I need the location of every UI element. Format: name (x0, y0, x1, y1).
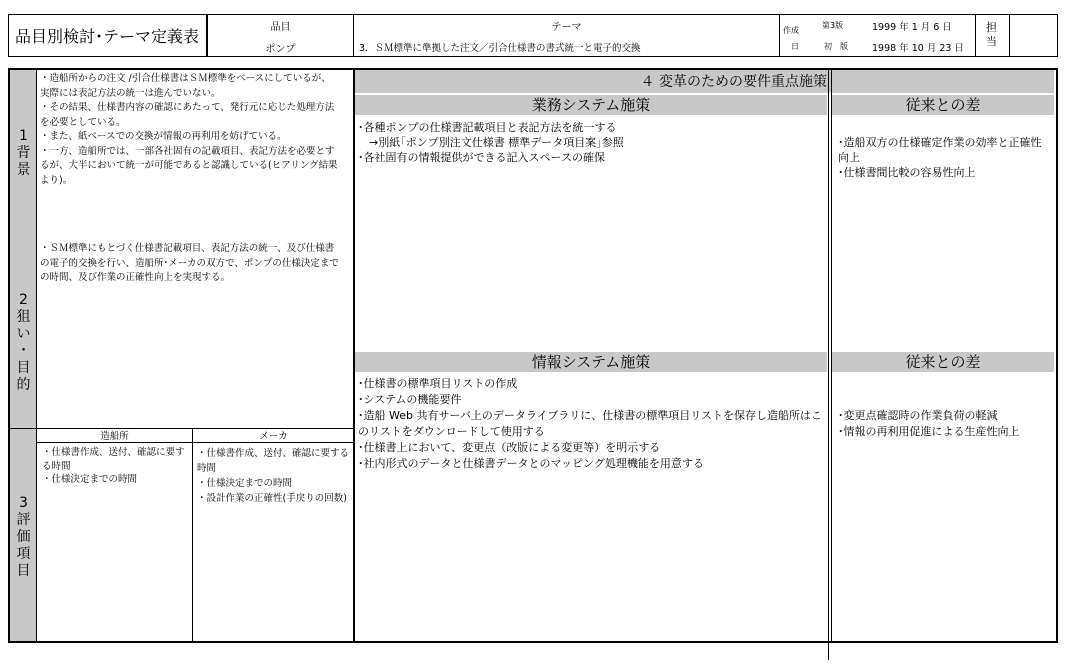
info-text: ･仕様書の標準項目リストの作成 ･システムの機能要件 ･造船 Web 共有サーバ上のデータライブラリに、仕様書の標準項目リストを保存し造船所はこのリストをダウンロードして使用する ･仕様書上において、変更点（改版による変更等）を明示する ･社内形式のデータと仕様書データとのマッピング処理機能を用意する (358, 377, 823, 470)
owner-label: 担当 (986, 21, 997, 48)
version-1: 初 版 (824, 42, 848, 51)
theme-cell (354, 14, 780, 57)
version-3-date: 1999 年 1 月 6 日 (872, 22, 952, 33)
purpose-text: ・ＳＭ標準にもとづく仕様書記載項目、表記方法の統一、及び仕様書の電子的交換を行い、造船所･メーカの双方で、ポンプの仕様決定までの時間、及び作業の正確性向上を実現する。 (40, 243, 339, 283)
right-column-divider-2 (831, 70, 832, 641)
eval-col1-text: ・仕様書作成、送付、確認に要する時間 ・仕様決定までの時間 (42, 447, 185, 485)
doc-title: 品目別検討･テーマ定義表 (14, 27, 199, 46)
eval-col2-header: メーカ (193, 430, 354, 443)
background-label: 1 背 景 (16, 128, 31, 178)
version-1-date: 1998 年 10 月 23 日 (872, 43, 964, 54)
item-label: 品目 (270, 22, 291, 33)
biz-diff-text: ･造船双方の仕様確定作業の効率と正確性向上 ･仕様書間比較の容易性向上 (838, 136, 1042, 179)
item-cell (208, 14, 354, 57)
theme-label: テーマ (551, 22, 582, 33)
biz-diff-header: 従来との差 (832, 95, 1054, 115)
owner-cell (976, 14, 1010, 57)
background-text: ・造船所からの注文 /引合仕様書はＳＭ標準をベースにしているが、実際には表記方法の統一は進んでいない。 ・その結果、仕様書内容の確認にあたって、発行元に応じた処理方法を必要としている。 ・また、紙ベースでの交換が情報の再利用を妨げている。 ・一方、造船所では、一部各社固有の記載項目、表記方法を必要とするが、大半において統一が可能であると認識している(ヒアリング結果より)。 (40, 73, 338, 186)
created-cell (780, 14, 976, 57)
eval-col2-text: ・仕様書作成、送付、確認に要する時間 ・仕様決定までの時間 ・設計作業の正確性(手戻りの回数) (197, 448, 350, 504)
eval-divider (10, 428, 354, 429)
version-3: 第3版 (822, 21, 844, 30)
eval-col-divider (192, 428, 193, 641)
eval-label: 3 評 価 項 目 (16, 495, 31, 579)
info-diff-text: ･変更点確認時の作業負荷の軽減 ･情報の再利用促進による生産性向上 (838, 409, 1020, 438)
info-header: 情報システム施策 (355, 352, 827, 372)
item-value: ポンプ (265, 44, 296, 55)
info-diff-header: 従来との差 (832, 352, 1054, 372)
eval-col1-header: 造船所 (37, 430, 192, 443)
doc-title-cell (8, 14, 208, 57)
theme-value: 3．ＳＭ標準に準拠した注文／引合仕様書の書式統一と電子的交換 (359, 43, 641, 54)
biz-text: ･各種ポンプの仕様書記載項目と表記方法を統一する →別紙｢ポンプ別注文仕様書 標準データ項目案｣参照 ･各社固有の情報提供ができる記入スペースの確保 (358, 121, 624, 164)
created-label-1: 作成 (783, 26, 799, 35)
right-column-divider (828, 70, 829, 660)
purpose-label: 2 狙 い ・ 目 的 (16, 292, 31, 393)
main-header: ４ 変革のための要件重点施策 (640, 74, 827, 90)
created-label-2: 日 (791, 42, 799, 51)
biz-header: 業務システム施策 (355, 95, 827, 115)
